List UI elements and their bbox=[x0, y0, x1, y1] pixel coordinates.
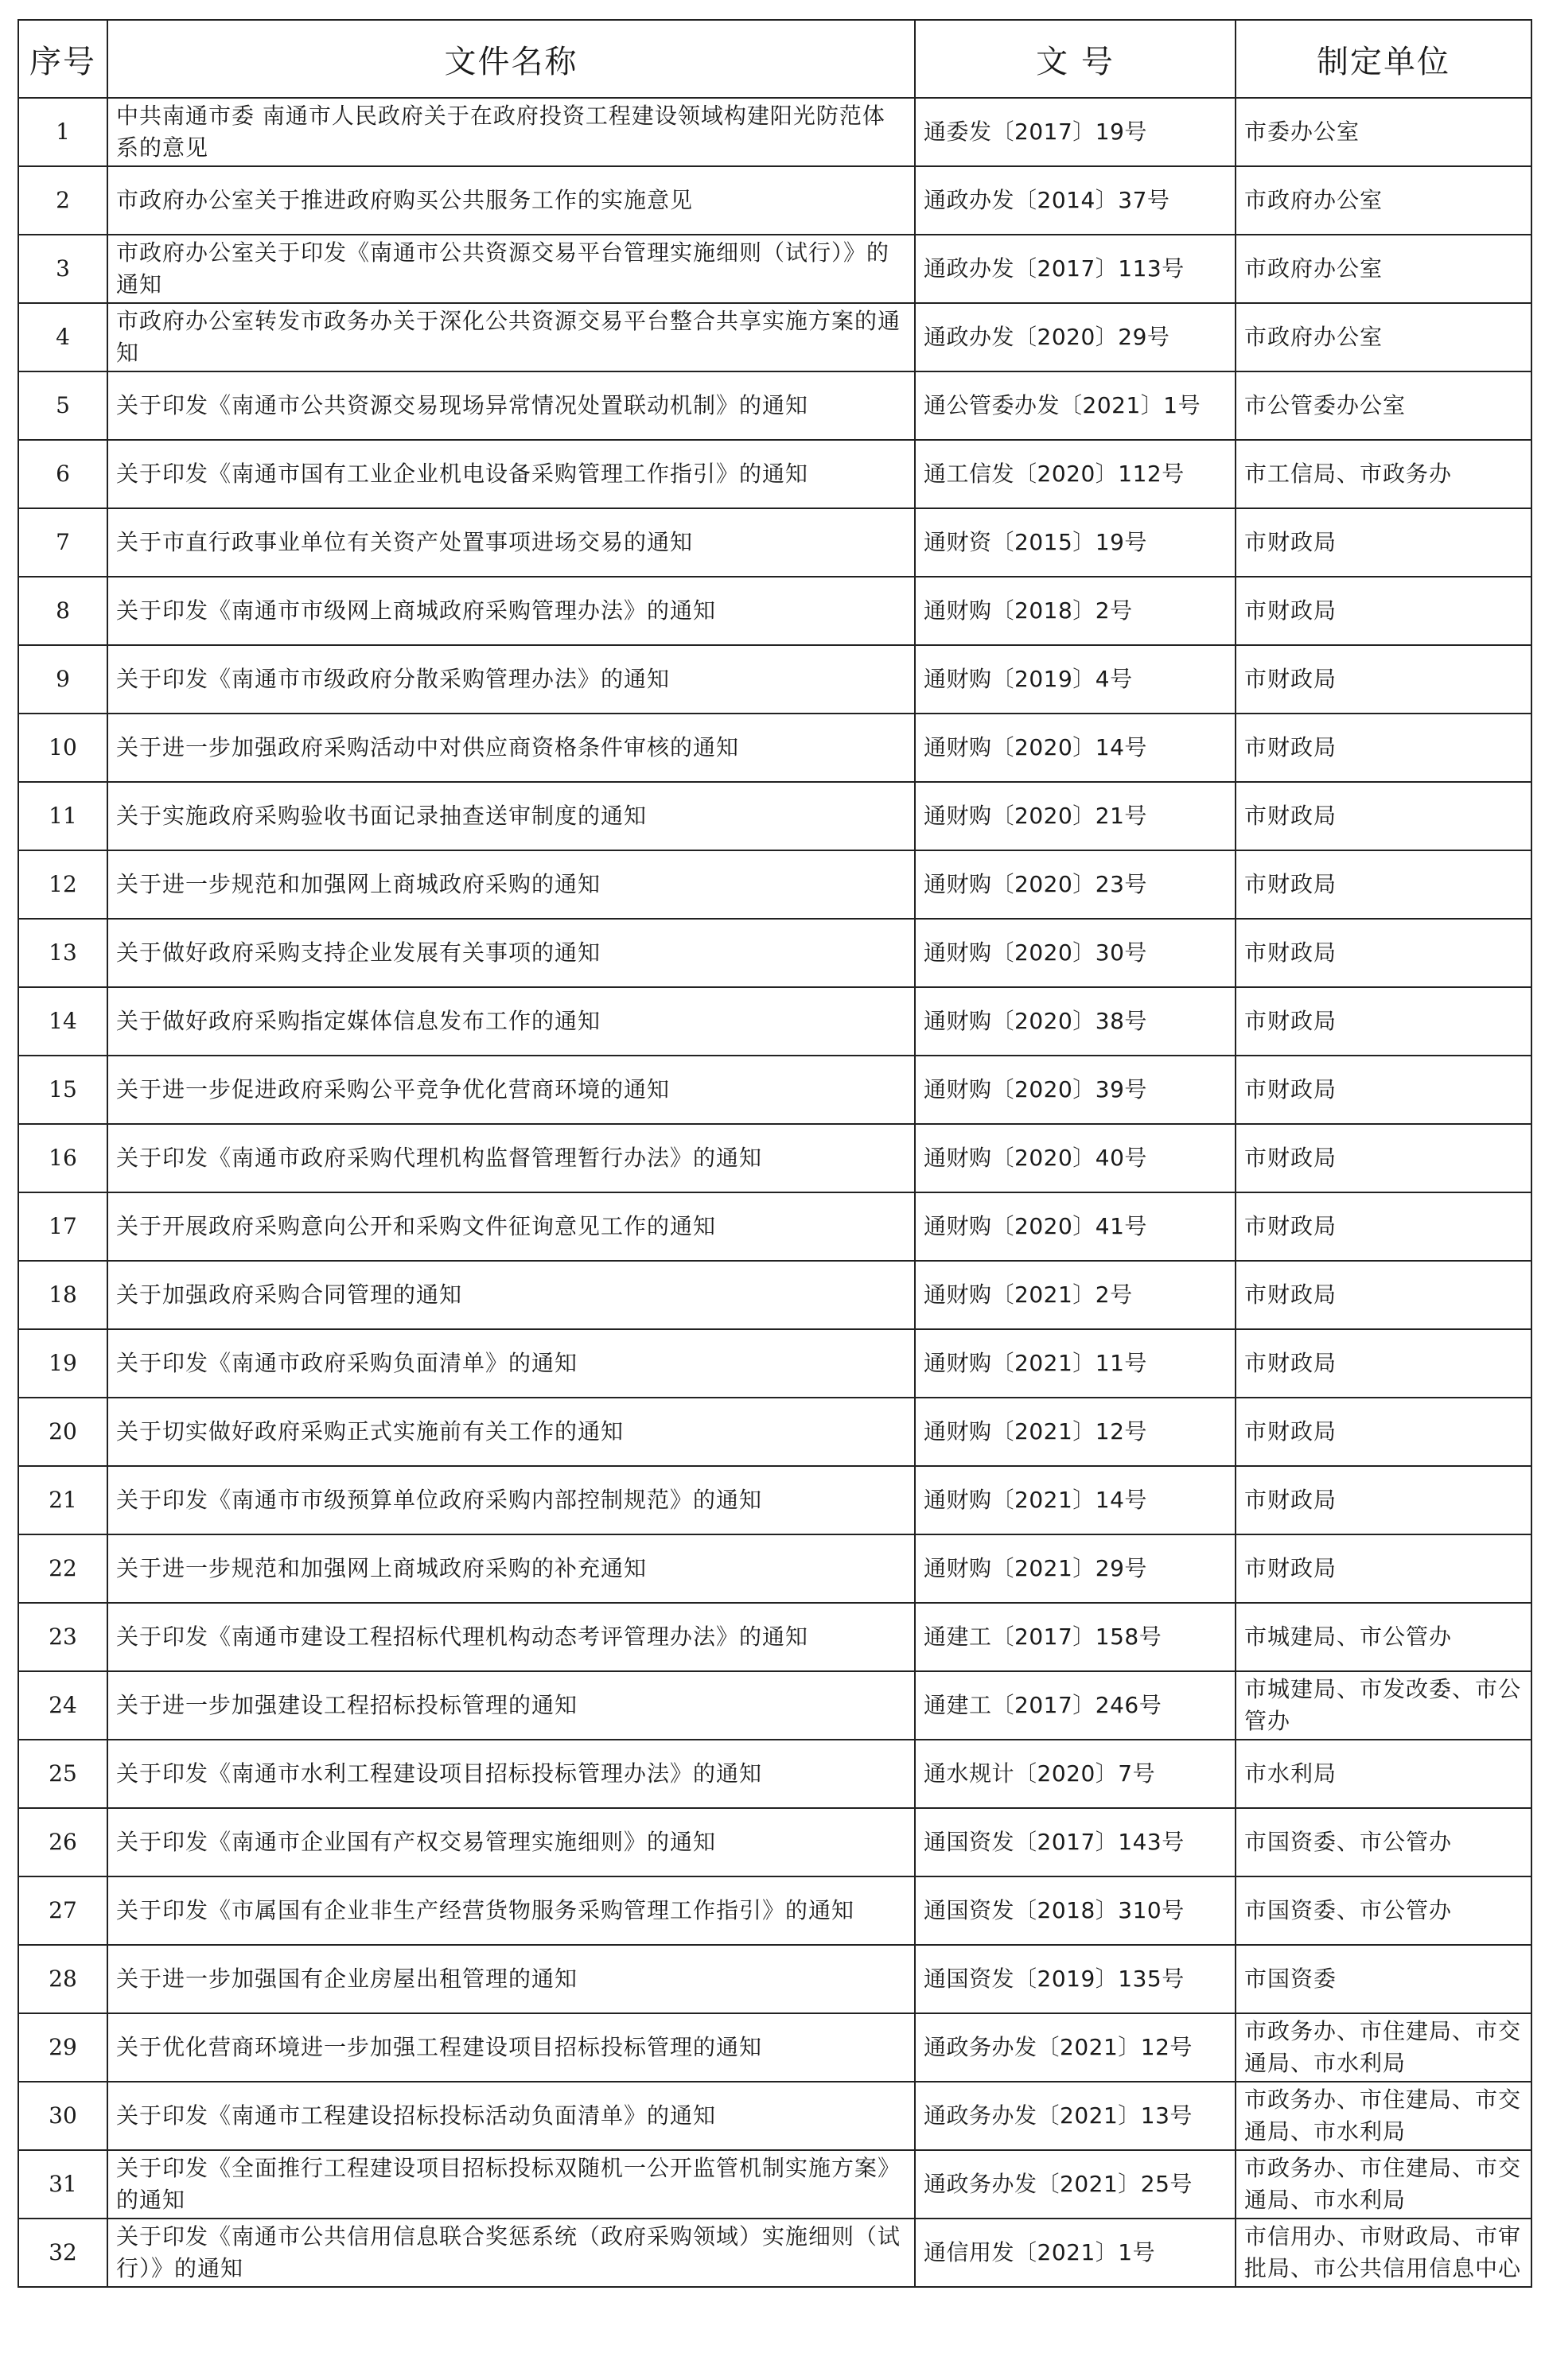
row-number: 12 bbox=[18, 850, 107, 919]
header-title: 文件名称 bbox=[107, 20, 915, 98]
table-row bbox=[18, 1945, 1531, 2013]
row-number: 1 bbox=[18, 98, 107, 166]
row-number: 28 bbox=[18, 1945, 107, 2013]
document-number: 通政办发〔2020〕29号 bbox=[915, 303, 1236, 371]
document-title: 关于优化营商环境进一步加强工程建设项目招标投标管理的通知 bbox=[107, 2013, 915, 2082]
table-header bbox=[18, 20, 1531, 98]
header-row bbox=[18, 20, 1531, 98]
row-number: 10 bbox=[18, 714, 107, 782]
document-title: 关于印发《南通市市级网上商城政府采购管理办法》的通知 bbox=[107, 577, 915, 645]
issuing-unit: 市信用办、市财政局、市审批局、市公共信用信息中心 bbox=[1236, 2219, 1531, 2287]
row-number: 26 bbox=[18, 1808, 107, 1876]
table-row bbox=[18, 235, 1531, 303]
document-title: 关于印发《南通市市级预算单位政府采购内部控制规范》的通知 bbox=[107, 1466, 915, 1534]
header-no: 序号 bbox=[18, 20, 107, 98]
document-number: 通财购〔2020〕39号 bbox=[915, 1056, 1236, 1124]
issuing-unit: 市公管委办公室 bbox=[1236, 371, 1531, 440]
row-number: 20 bbox=[18, 1398, 107, 1466]
document-number: 通财购〔2021〕11号 bbox=[915, 1329, 1236, 1398]
table-row bbox=[18, 919, 1531, 987]
row-number: 15 bbox=[18, 1056, 107, 1124]
row-number: 4 bbox=[18, 303, 107, 371]
issuing-unit: 市财政局 bbox=[1236, 577, 1531, 645]
table-row bbox=[18, 1808, 1531, 1876]
document-number: 通财购〔2020〕41号 bbox=[915, 1192, 1236, 1261]
document-title: 关于做好政府采购指定媒体信息发布工作的通知 bbox=[107, 987, 915, 1056]
document-number: 通财购〔2020〕14号 bbox=[915, 714, 1236, 782]
document-number: 通财购〔2021〕29号 bbox=[915, 1534, 1236, 1603]
document-number: 通水规计〔2020〕7号 bbox=[915, 1740, 1236, 1808]
document-number: 通财购〔2018〕2号 bbox=[915, 577, 1236, 645]
issuing-unit: 市财政局 bbox=[1236, 508, 1531, 577]
table-row bbox=[18, 645, 1531, 714]
document-number: 通财购〔2020〕38号 bbox=[915, 987, 1236, 1056]
table-row bbox=[18, 1192, 1531, 1261]
row-number: 16 bbox=[18, 1124, 107, 1192]
row-number: 19 bbox=[18, 1329, 107, 1398]
document-table bbox=[18, 19, 1532, 2288]
document-number: 通公管委办发〔2021〕1号 bbox=[915, 371, 1236, 440]
issuing-unit: 市政务办、市住建局、市交通局、市水利局 bbox=[1236, 2082, 1531, 2150]
document-title: 关于进一步加强国有企业房屋出租管理的通知 bbox=[107, 1945, 915, 2013]
table-row bbox=[18, 782, 1531, 850]
row-number: 3 bbox=[18, 235, 107, 303]
table-row bbox=[18, 1056, 1531, 1124]
issuing-unit: 市政务办、市住建局、市交通局、市水利局 bbox=[1236, 2150, 1531, 2219]
issuing-unit: 市财政局 bbox=[1236, 1534, 1531, 1603]
table-row bbox=[18, 2219, 1531, 2287]
issuing-unit: 市财政局 bbox=[1236, 1329, 1531, 1398]
row-number: 8 bbox=[18, 577, 107, 645]
issuing-unit: 市财政局 bbox=[1236, 645, 1531, 714]
table-row bbox=[18, 1603, 1531, 1671]
row-number: 14 bbox=[18, 987, 107, 1056]
issuing-unit: 市政府办公室 bbox=[1236, 235, 1531, 303]
document-number: 通政务办发〔2021〕13号 bbox=[915, 2082, 1236, 2150]
document-number: 通财购〔2020〕30号 bbox=[915, 919, 1236, 987]
document-title: 关于开展政府采购意向公开和采购文件征询意见工作的通知 bbox=[107, 1192, 915, 1261]
document-title: 关于印发《南通市工程建设招标投标活动负面清单》的通知 bbox=[107, 2082, 915, 2150]
document-number: 通财购〔2019〕4号 bbox=[915, 645, 1236, 714]
document-title: 关于印发《南通市水利工程建设项目招标投标管理办法》的通知 bbox=[107, 1740, 915, 1808]
document-number: 通财购〔2021〕12号 bbox=[915, 1398, 1236, 1466]
document-number: 通国资发〔2019〕135号 bbox=[915, 1945, 1236, 2013]
table-row bbox=[18, 987, 1531, 1056]
issuing-unit: 市财政局 bbox=[1236, 1261, 1531, 1329]
document-title: 关于做好政府采购支持企业发展有关事项的通知 bbox=[107, 919, 915, 987]
issuing-unit: 市水利局 bbox=[1236, 1740, 1531, 1808]
table-row bbox=[18, 1261, 1531, 1329]
document-number: 通政务办发〔2021〕25号 bbox=[915, 2150, 1236, 2219]
document-title: 关于加强政府采购合同管理的通知 bbox=[107, 1261, 915, 1329]
table-row bbox=[18, 1534, 1531, 1603]
document-title: 关于印发《南通市公共资源交易现场异常情况处置联动机制》的通知 bbox=[107, 371, 915, 440]
issuing-unit: 市城建局、市发改委、市公管办 bbox=[1236, 1671, 1531, 1740]
row-number: 21 bbox=[18, 1466, 107, 1534]
table-row bbox=[18, 2013, 1531, 2082]
document-title: 关于印发《南通市企业国有产权交易管理实施细则》的通知 bbox=[107, 1808, 915, 1876]
row-number: 29 bbox=[18, 2013, 107, 2082]
issuing-unit: 市财政局 bbox=[1236, 1192, 1531, 1261]
document-number: 通财资〔2015〕19号 bbox=[915, 508, 1236, 577]
table-row bbox=[18, 1398, 1531, 1466]
table-row bbox=[18, 1671, 1531, 1740]
document-number: 通信用发〔2021〕1号 bbox=[915, 2219, 1236, 2287]
table-row bbox=[18, 508, 1531, 577]
row-number: 32 bbox=[18, 2219, 107, 2287]
table-row bbox=[18, 2082, 1531, 2150]
document-title: 关于切实做好政府采购正式实施前有关工作的通知 bbox=[107, 1398, 915, 1466]
issuing-unit: 市委办公室 bbox=[1236, 98, 1531, 166]
issuing-unit: 市城建局、市公管办 bbox=[1236, 1603, 1531, 1671]
row-number: 30 bbox=[18, 2082, 107, 2150]
issuing-unit: 市财政局 bbox=[1236, 919, 1531, 987]
document-title: 关于市直行政事业单位有关资产处置事项进场交易的通知 bbox=[107, 508, 915, 577]
document-title: 关于实施政府采购验收书面记录抽查送审制度的通知 bbox=[107, 782, 915, 850]
table-body bbox=[18, 98, 1531, 2287]
table-row bbox=[18, 371, 1531, 440]
document-title: 关于印发《南通市市级政府分散采购管理办法》的通知 bbox=[107, 645, 915, 714]
issuing-unit: 市国资委、市公管办 bbox=[1236, 1876, 1531, 1945]
row-number: 9 bbox=[18, 645, 107, 714]
document-number: 通委发〔2017〕19号 bbox=[915, 98, 1236, 166]
table-row bbox=[18, 2150, 1531, 2219]
issuing-unit: 市政务办、市住建局、市交通局、市水利局 bbox=[1236, 2013, 1531, 2082]
row-number: 13 bbox=[18, 919, 107, 987]
issuing-unit: 市财政局 bbox=[1236, 1398, 1531, 1466]
row-number: 24 bbox=[18, 1671, 107, 1740]
issuing-unit: 市财政局 bbox=[1236, 1466, 1531, 1534]
document-title: 关于印发《南通市政府采购代理机构监督管理暂行办法》的通知 bbox=[107, 1124, 915, 1192]
table-row bbox=[18, 1329, 1531, 1398]
document-title: 关于进一步加强政府采购活动中对供应商资格条件审核的通知 bbox=[107, 714, 915, 782]
document-title: 关于印发《南通市国有工业企业机电设备采购管理工作指引》的通知 bbox=[107, 440, 915, 508]
table-row bbox=[18, 1876, 1531, 1945]
issuing-unit: 市国资委、市公管办 bbox=[1236, 1808, 1531, 1876]
document-number: 通工信发〔2020〕112号 bbox=[915, 440, 1236, 508]
document-title: 关于印发《市属国有企业非生产经营货物服务采购管理工作指引》的通知 bbox=[107, 1876, 915, 1945]
document-title: 中共南通市委 南通市人民政府关于在政府投资工程建设领域构建阳光防范体系的意见 bbox=[107, 98, 915, 166]
row-number: 25 bbox=[18, 1740, 107, 1808]
row-number: 23 bbox=[18, 1603, 107, 1671]
table-row bbox=[18, 303, 1531, 371]
issuing-unit: 市财政局 bbox=[1236, 1056, 1531, 1124]
table-row bbox=[18, 166, 1531, 235]
row-number: 31 bbox=[18, 2150, 107, 2219]
table-row bbox=[18, 850, 1531, 919]
row-number: 5 bbox=[18, 371, 107, 440]
issuing-unit: 市财政局 bbox=[1236, 987, 1531, 1056]
table-row bbox=[18, 98, 1531, 166]
document-title: 关于印发《全面推行工程建设项目招标投标双随机一公开监管机制实施方案》的通知 bbox=[107, 2150, 915, 2219]
document-number: 通财购〔2021〕14号 bbox=[915, 1466, 1236, 1534]
document-title: 关于印发《南通市建设工程招标代理机构动态考评管理办法》的通知 bbox=[107, 1603, 915, 1671]
row-number: 27 bbox=[18, 1876, 107, 1945]
table-row bbox=[18, 1740, 1531, 1808]
document-title: 关于进一步规范和加强网上商城政府采购的通知 bbox=[107, 850, 915, 919]
document-number: 通建工〔2017〕158号 bbox=[915, 1603, 1236, 1671]
row-number: 17 bbox=[18, 1192, 107, 1261]
document-number: 通财购〔2021〕2号 bbox=[915, 1261, 1236, 1329]
table-row bbox=[18, 440, 1531, 508]
issuing-unit: 市财政局 bbox=[1236, 1124, 1531, 1192]
document-number: 通政办发〔2014〕37号 bbox=[915, 166, 1236, 235]
document-number: 通国资发〔2017〕143号 bbox=[915, 1808, 1236, 1876]
issuing-unit: 市财政局 bbox=[1236, 782, 1531, 850]
document-title: 关于印发《南通市政府采购负面清单》的通知 bbox=[107, 1329, 915, 1398]
document-number: 通财购〔2020〕40号 bbox=[915, 1124, 1236, 1192]
table-row bbox=[18, 1124, 1531, 1192]
header-unit: 制定单位 bbox=[1236, 20, 1531, 98]
table-row bbox=[18, 577, 1531, 645]
document-title: 市政府办公室转发市政务办关于深化公共资源交易平台整合共享实施方案的通知 bbox=[107, 303, 915, 371]
issuing-unit: 市财政局 bbox=[1236, 850, 1531, 919]
issuing-unit: 市国资委 bbox=[1236, 1945, 1531, 2013]
document-title: 关于进一步规范和加强网上商城政府采购的补充通知 bbox=[107, 1534, 915, 1603]
row-number: 2 bbox=[18, 166, 107, 235]
document-title: 关于进一步促进政府采购公平竞争优化营商环境的通知 bbox=[107, 1056, 915, 1124]
issuing-unit: 市政府办公室 bbox=[1236, 166, 1531, 235]
document-number: 通财购〔2020〕21号 bbox=[915, 782, 1236, 850]
table-row bbox=[18, 714, 1531, 782]
document-title: 市政府办公室关于推进政府购买公共服务工作的实施意见 bbox=[107, 166, 915, 235]
document-number: 通国资发〔2018〕310号 bbox=[915, 1876, 1236, 1945]
table-row bbox=[18, 1466, 1531, 1534]
row-number: 18 bbox=[18, 1261, 107, 1329]
row-number: 11 bbox=[18, 782, 107, 850]
document-title: 关于进一步加强建设工程招标投标管理的通知 bbox=[107, 1671, 915, 1740]
row-number: 6 bbox=[18, 440, 107, 508]
document-number: 通政办发〔2017〕113号 bbox=[915, 235, 1236, 303]
document-number: 通政务办发〔2021〕12号 bbox=[915, 2013, 1236, 2082]
header-doc-no: 文 号 bbox=[915, 20, 1236, 98]
issuing-unit: 市工信局、市政务办 bbox=[1236, 440, 1531, 508]
document-number: 通财购〔2020〕23号 bbox=[915, 850, 1236, 919]
row-number: 22 bbox=[18, 1534, 107, 1603]
issuing-unit: 市政府办公室 bbox=[1236, 303, 1531, 371]
row-number: 7 bbox=[18, 508, 107, 577]
document-number: 通建工〔2017〕246号 bbox=[915, 1671, 1236, 1740]
document-title: 关于印发《南通市公共信用信息联合奖惩系统（政府采购领域）实施细则（试行）》的通知 bbox=[107, 2219, 915, 2287]
document-title: 市政府办公室关于印发《南通市公共资源交易平台管理实施细则（试行）》的通知 bbox=[107, 235, 915, 303]
issuing-unit: 市财政局 bbox=[1236, 714, 1531, 782]
